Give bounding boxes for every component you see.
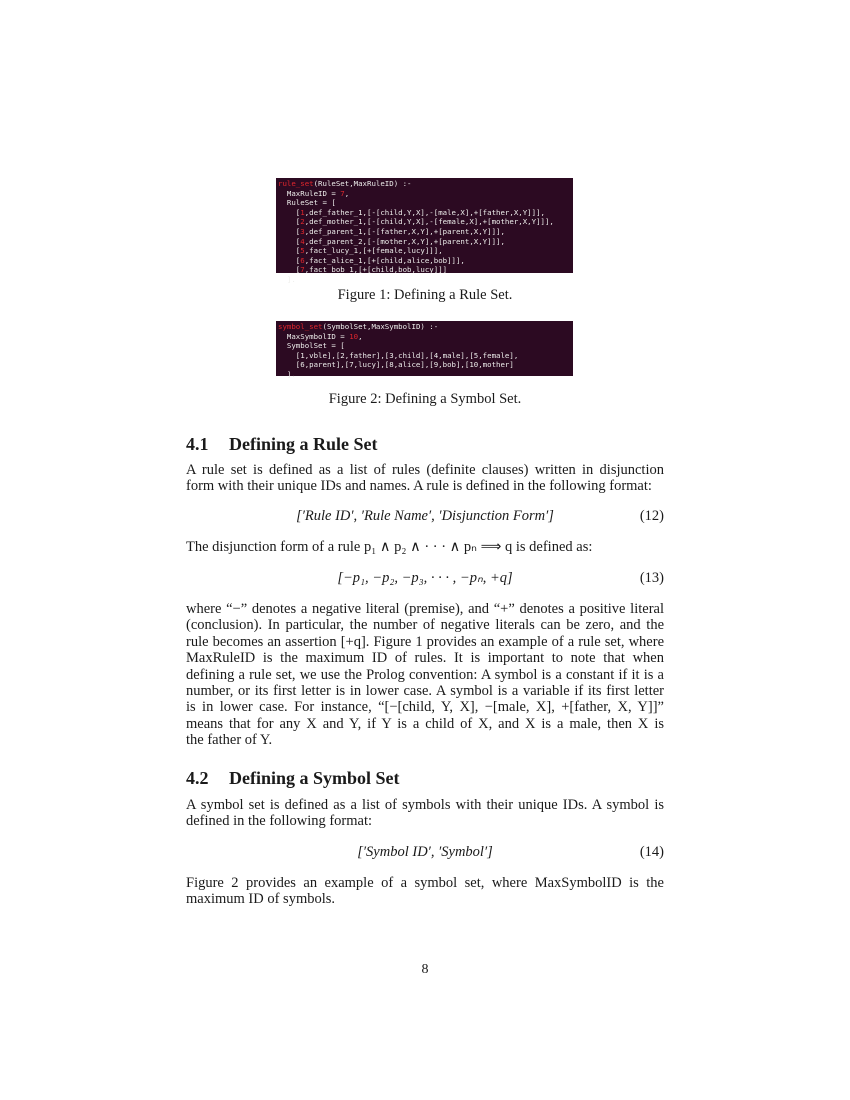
- paragraph-symbol-set-example: [186, 875, 664, 908]
- text-line: Figure 2 provides an example of a symbol set, where MaxSymbolID is the: [186, 875, 664, 891]
- text-line: means that for any X and Y, if Y is a child of X, and X is a male, then X is: [186, 715, 664, 732]
- code-line: SymbolSet = [: [278, 341, 345, 351]
- code-line: [6,parent],[7,lucy],[8,alice],[9,bob],[10,mother]: [278, 360, 514, 370]
- paragraph-literals-explanation: [186, 601, 664, 749]
- text-line: where “−” denotes a negative literal (premise), and “+” denotes a positive literal: [186, 601, 664, 617]
- text-line: rule becomes an assertion [+q]. Figure 1 provides an example of a rule set, where: [186, 633, 664, 650]
- page-number: 8: [421, 962, 429, 977]
- text-line: defined in the following format:: [186, 813, 373, 830]
- code-line: rule_set(RuleSet,MaxRuleID) :-: [278, 179, 412, 188]
- code-line: [4,def_parent_2,[-[mother,X,Y],+[parent,X,Y]]],: [278, 236, 505, 246]
- code-line: ].: [278, 369, 296, 379]
- text-line: A rule set is defined as a list of rules (definite clauses) written in disjunction: [186, 462, 664, 478]
- paragraph-rule-set-intro: [186, 462, 664, 495]
- section-number: 4.1: [186, 434, 209, 454]
- text-line: A symbol set is defined as a list of symbols with their unique IDs. A symbol is: [186, 797, 664, 813]
- code-line: symbol_set(SymbolSet,MaxSymbolID) :-: [278, 322, 439, 331]
- figure-1-caption: Figure 1: Defining a Rule Set.: [337, 287, 513, 303]
- text-line: maximum ID of symbols.: [186, 891, 336, 908]
- text-line: form with their unique IDs and names. A rule is defined in the following format:: [186, 478, 652, 495]
- figure-1-code-image: [276, 178, 573, 284]
- equation-13: [186, 570, 664, 588]
- section-heading-4-2: [186, 768, 400, 789]
- code-line: [7,fact_bob_1,[+[child,bob,lucy]]]: [278, 265, 448, 275]
- paragraph-symbol-set-intro: [186, 797, 664, 830]
- equation-number: (14): [639, 844, 664, 860]
- text-line: The disjunction form of a rule p₁ ∧ p₂ ∧ · · · ∧ pₙ ⟹ q is defined as:: [186, 539, 593, 555]
- equation-14: [186, 844, 664, 862]
- code-line: [3,def_parent_1,[-[father,X,Y],+[parent,X,Y]]],: [278, 226, 505, 236]
- text-line: (conclusion). In particular, the number of negative literals can be zero, and the: [186, 617, 664, 634]
- section-title: Defining a Rule Set: [229, 434, 378, 454]
- code-line: [1,def_father_1,[-[child,Y,X],-[male,X],+[father,X,Y]]],: [278, 207, 545, 217]
- figure-2-caption: Figure 2: Defining a Symbol Set.: [328, 391, 522, 407]
- equation-number: (12): [639, 508, 664, 524]
- equation-body: [′Rule ID′, ′Rule Name′, ′Disjunction Form′]: [296, 508, 554, 524]
- code-line: MaxRuleID = 7,: [278, 188, 350, 198]
- section-number: 4.2: [186, 768, 209, 788]
- code-line: [5,fact_lucy_1,[+[female,lucy]]],: [278, 246, 443, 256]
- paragraph-disjunction-form: [186, 539, 664, 555]
- equation-number: (13): [639, 570, 664, 586]
- section-title: Defining a Symbol Set: [229, 768, 400, 788]
- equation-body: [−p₁, −p₂, −p₃, · · · , −pₙ, +q]: [337, 570, 513, 586]
- text-line: the father of Y.: [186, 732, 273, 749]
- text-line: MaxRuleID is the maximum ID of rules. It is important to note that when: [186, 650, 664, 667]
- text-line: is in lower case. For instance, “[−[child, Y, X], −[male, X], +[father, X, Y]]”: [186, 699, 664, 716]
- text-line: number, or its first letter is in lower case. A symbol is a variable if its first letter: [186, 682, 664, 699]
- equation-12: [186, 508, 664, 526]
- code-line: RuleSet = [: [278, 198, 336, 208]
- code-line: [6,fact_alice_1,[+[child,alice,bob]]],: [278, 255, 465, 265]
- code-line: MaxSymbolID = 10,: [278, 331, 363, 341]
- text-line: defining a rule set, we use the Prolog convention: A symbol is a constant if it is a: [186, 666, 664, 683]
- figure-2-code-image: [276, 321, 573, 379]
- code-line: [1,vble],[2,father],[3,child],[4,male],[5,female],: [278, 350, 519, 360]
- equation-body: [′Symbol ID′, ′Symbol′]: [357, 844, 493, 860]
- code-line: [2,def_mother_1,[-[child,Y,X],-[female,X],+[mother,X,Y]]],: [278, 217, 554, 227]
- section-heading-4-1: [186, 434, 378, 455]
- code-line: ].: [278, 274, 296, 284]
